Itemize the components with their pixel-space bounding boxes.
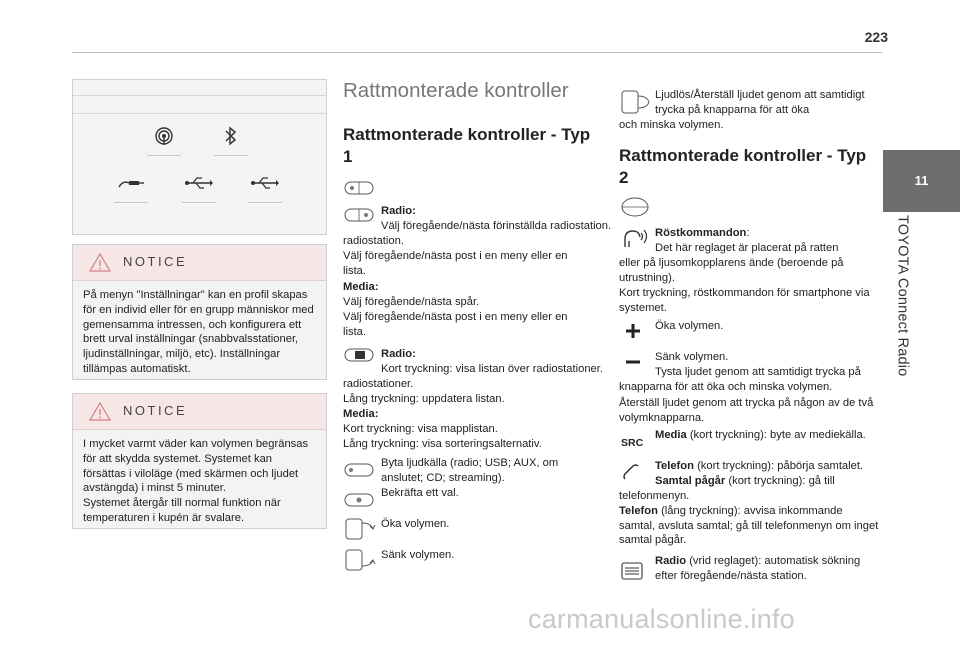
- label-voice: Röstkommandon:: [655, 227, 750, 239]
- text-media: Media (kort tryckning): byte av mediekälla.: [655, 429, 866, 441]
- steering-wheel-control-icon: [343, 460, 375, 480]
- text-phone: Telefon (kort tryckning): påbörja samtalet.: [655, 460, 864, 472]
- warning-icon: [89, 253, 111, 277]
- text-line: och minska volymen.: [619, 119, 724, 131]
- text-line: radiostationer.: [343, 378, 414, 390]
- text-mute: Ljudlös/Återställ ljudet genom att samtidigt trycka på knapparna för att öka: [655, 89, 865, 116]
- text-line: knapparna för att öka och minska volymen.: [619, 381, 833, 393]
- label-radio: Radio:: [381, 205, 416, 217]
- text-line: Välj föregående/nästa spår.: [343, 296, 480, 308]
- text-phone-long: Telefon (lång tryckning): avvisa inkommande samtal, avsluta samtal; gå till telefonmenyn om inget samtal pågår.: [619, 505, 879, 547]
- chapter-tab[interactable]: 11: [883, 150, 960, 212]
- icon-underline: [147, 155, 181, 156]
- watermark: carmanualsonline.info: [528, 604, 795, 634]
- volume-knob-icon: [343, 548, 377, 572]
- usb-icon: [251, 176, 279, 196]
- notice-header: [73, 394, 326, 430]
- notice-title: NOTICE: [123, 403, 188, 418]
- icon-underline: [214, 155, 248, 156]
- usb-icon: [185, 176, 213, 196]
- text-line: Välj föregående/nästa förinställda radiostation.: [381, 220, 612, 232]
- src-label: SRC: [621, 437, 644, 449]
- icon-underline: [114, 202, 148, 203]
- text-vol-up: Öka volymen.: [655, 320, 724, 332]
- notice-paragraph: Systemet återgår till normal funktion när temperaturen i kupén är svalare.: [83, 497, 281, 524]
- text-line: Tysta ljudet genom att samtidigt trycka på: [655, 366, 861, 378]
- text-vol-down: Sänk volymen.: [655, 351, 729, 363]
- text-line: radiostation.: [343, 235, 404, 247]
- notice-header: [73, 245, 326, 281]
- steering-wheel-control-icon: [343, 178, 375, 198]
- text-line: Välj föregående/nästa post i en meny eller en lista.: [343, 311, 568, 338]
- page-title: Rattmonterade kontroller: [343, 79, 569, 102]
- volume-knob-icon: [619, 88, 653, 116]
- text-line: Lång tryckning: visa sorteringsalternativ.: [343, 438, 542, 450]
- chapter-label: TOYOTA Connect Radio: [894, 215, 911, 377]
- page-number: 223: [864, 29, 888, 45]
- chapter-label-container: [890, 215, 920, 515]
- text-vol-down-3: Återställ ljudet genom att trycka på någon av de två volymknapparna.: [619, 397, 874, 424]
- text-vol-up: Öka volymen.: [381, 518, 450, 530]
- warning-icon: [89, 402, 111, 426]
- text-line: Kort tryckning: visa mapplistan.: [343, 423, 498, 435]
- header-rule: [72, 52, 882, 53]
- volume-knob-icon: [343, 517, 377, 541]
- icon-underline: [182, 202, 216, 203]
- notice-text: [73, 430, 326, 534]
- text-line: Lång tryckning: uppdatera listan.: [343, 393, 505, 405]
- notice-paragraph: I mycket varmt väder kan volymen begränsas för att skydda systemet. Systemet kan försättas i viloläge (med skärmen och ljudet avstängda) i minst 5 minuter.: [83, 438, 309, 495]
- text-line: Kort tryckning: visa listan över radiostationer.: [381, 363, 603, 375]
- text-vol-down: Sänk volymen.: [381, 549, 455, 561]
- text-voice-2: Kort tryckning, röstkommandon för smartphone via systemet.: [619, 287, 870, 314]
- screen-divider: [73, 95, 326, 96]
- bluetooth-icon: [217, 126, 245, 146]
- section-heading: Rattmonterade kontroller - Typ 2: [619, 146, 867, 187]
- steering-wheel-control-icon: [343, 490, 375, 510]
- text-line: eller på ljusomkopplarens ände (beroende på utrustning).: [619, 257, 844, 284]
- steering-wheel-control-icon: [343, 205, 375, 225]
- notice-box: [72, 393, 327, 529]
- notice-title: NOTICE: [123, 254, 188, 269]
- radio-list-icon: [620, 561, 644, 581]
- text-source: Byta ljudkälla (radio; USB; AUX, om anslutet; CD; streaming).: [381, 457, 559, 484]
- text-line: Välj föregående/nästa post i en meny eller en lista.: [343, 250, 568, 277]
- notice-text: På menyn "Inställningar" kan en profil skapas för en individ eller för en grupp människor med gemensamma intressen, och konfigurera ett brett urval inställningar (snabbvalsstationer, ljudinställningar, miljö, etc). Inställningar tillämpas automatiskt.: [83, 289, 314, 375]
- text-line: telefonmenyn.: [619, 490, 690, 502]
- wifi-icon: [150, 126, 178, 146]
- section-heading: Rattmonterade kontroller - Typ 1: [343, 125, 591, 166]
- label-radio: Radio:: [381, 348, 416, 360]
- text-call: Samtal pågår (kort tryckning): gå till: [655, 475, 835, 487]
- minus-icon: [624, 357, 642, 367]
- screen-illustration: [72, 79, 327, 235]
- icon-underline: [248, 202, 282, 203]
- steering-wheel-control-icon: [343, 345, 375, 365]
- phone-icon: [621, 462, 641, 482]
- aux-cable-icon: [117, 176, 145, 196]
- text-confirm: Bekräfta ett val.: [381, 487, 459, 499]
- screen-divider: [73, 113, 326, 114]
- steering-wheel-control-icon: [619, 196, 651, 218]
- label-media: Media:: [343, 281, 379, 293]
- voice-command-icon: [619, 227, 649, 251]
- text-line: Det här reglaget är placerat på ratten: [655, 242, 839, 254]
- notice-box: [72, 244, 327, 380]
- text-radio: Radio (vrid reglaget): automatisk sökning efter föregående/nästa station.: [655, 555, 861, 582]
- plus-icon: [624, 322, 642, 340]
- label-media: Media:: [343, 408, 379, 420]
